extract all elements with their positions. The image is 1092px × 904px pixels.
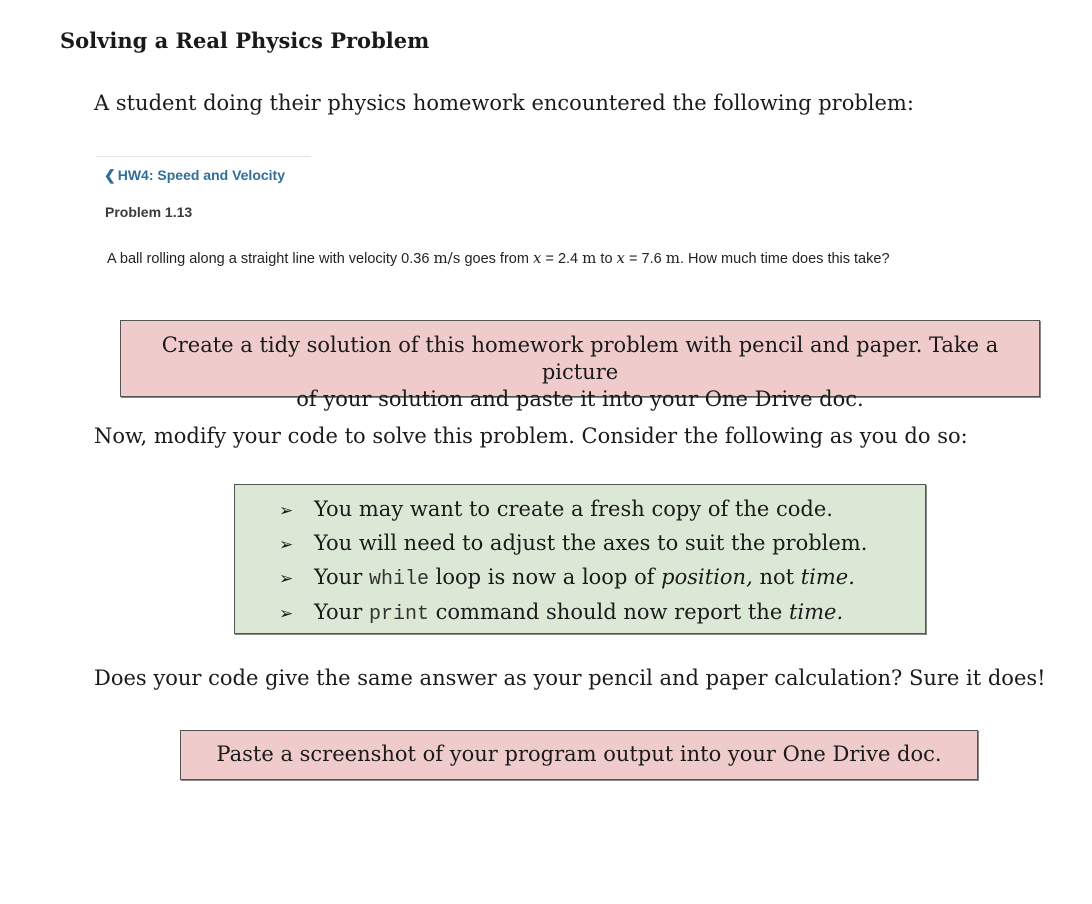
tip-text: You will need to adjust the axes to suit the problem. — [314, 531, 868, 555]
code-keyword-while: while — [368, 568, 429, 591]
unit-meter: m — [582, 249, 597, 267]
tip-text: loop is now a loop of — [435, 565, 655, 589]
code-keyword-print: print — [368, 603, 429, 626]
instruction-box-screenshot — [180, 730, 978, 780]
tip-emphasis: time. — [788, 600, 844, 624]
problem-text-part: to — [600, 251, 613, 267]
instruction-box-solution — [120, 320, 1040, 411]
list-item — [279, 493, 925, 527]
problem-text — [107, 249, 890, 267]
position-variable: x — [532, 249, 542, 267]
breadcrumb-link[interactable] — [104, 167, 285, 184]
modify-paragraph: Now, modify your code to solve this problem. Consider the following as you do so: — [94, 424, 968, 448]
breadcrumb-label: HW4: Speed and Velocity — [117, 167, 285, 183]
tip-emphasis: position, — [661, 565, 753, 589]
chevron-left-icon: ❮ — [104, 167, 116, 183]
arrow-bullet-icon: ➢ — [279, 535, 294, 555]
question-paragraph: Does your code give the same answer as your pencil and paper calculation? Sure it does! — [94, 666, 1046, 690]
problem-text-part: = 2.4 — [545, 251, 579, 267]
instruction-line: of your solution and paste it into your One Drive doc. — [296, 387, 864, 411]
problem-text-part: A ball rolling along a straight line with velocity 0.36 — [107, 251, 430, 267]
unit-meter: m — [665, 249, 680, 267]
section-title: Solving a Real Physics Problem — [60, 28, 430, 53]
tip-text: You may want to create a fresh copy of the code. — [314, 497, 833, 521]
tip-text: not — [759, 565, 795, 589]
tips-box — [234, 484, 926, 634]
instruction-line: Create a tidy solution of this homework problem with pencil and paper. Take a picture — [161, 333, 999, 384]
arrow-bullet-icon: ➢ — [279, 604, 294, 624]
list-item — [279, 596, 925, 631]
tip-text: Your — [314, 565, 363, 589]
problem-number: Problem 1.13 — [105, 204, 193, 220]
list-item — [279, 527, 925, 561]
tips-list — [279, 493, 925, 631]
divider — [96, 156, 311, 157]
tip-text: Your — [314, 600, 363, 624]
tip-emphasis: time. — [800, 565, 855, 589]
intro-paragraph: A student doing their physics homework encountered the following problem: — [94, 91, 914, 115]
velocity-unit: m/s — [433, 249, 461, 267]
problem-text-part: = 7.6 — [629, 251, 662, 267]
problem-text-part: . How much time does this take? — [679, 251, 890, 267]
homework-screenshot — [96, 156, 1056, 276]
position-variable: x — [616, 249, 626, 267]
instruction-line: Paste a screenshot of your program output into your One Drive doc. — [216, 742, 942, 766]
arrow-bullet-icon: ➢ — [279, 569, 294, 589]
arrow-bullet-icon: ➢ — [279, 501, 294, 521]
list-item — [279, 561, 925, 596]
problem-text-part: goes from — [464, 251, 529, 267]
tip-text: command should now report the — [435, 600, 783, 624]
